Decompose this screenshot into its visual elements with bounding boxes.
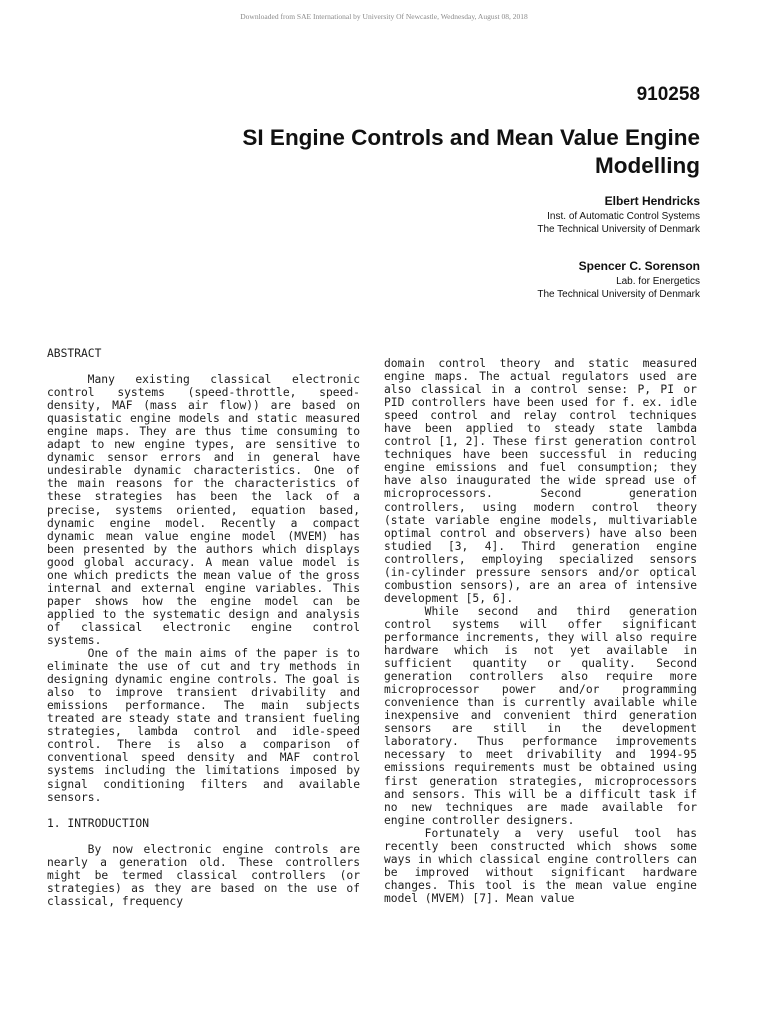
abstract-paragraph-2: One of the main aims of the paper is to eliminate the use of cut and try methods in designing dynamic engine controls. The goal is also to improve transient drivability and emissions performance. The main subjects treated are steady state and transient fueling strategies, lambda control and idle-speed control. There is also a comparison of conventional speed density and MAF control systems including the limitations imposed by signal conditioning filters and available sensors. xyxy=(47,647,360,804)
abstract-paragraph-1: Many existing classical electronic control systems (speed-throttle, speed-density, MAF (mass air flow)) are based on quasistatic engine models and static measured engine maps. They are thus time consuming to adapt to new engine types, are sensitive to dynamic sensor errors and in general have undesirable dynamic characteristics. One of the main reasons for the characteristics of these strategies has been the lack of a precise, systems oriented, equation based, dynamic engine model. Recently a compact dynamic mean value engine model (MVEM) has been presented by the authors which displays good global accuracy. A mean value model is one which predicts the mean value of the gross internal and external engine variables. This paper shows how the engine model can be applied to the systematic design and analysis of classical electronic engine control systems. xyxy=(47,373,360,647)
author-name: Spencer C. Sorenson xyxy=(578,259,700,273)
right-column xyxy=(384,357,697,905)
body-paragraph-2: While second and third generation control systems will offer significant performance increments, they will also require hardware which is not yet available in sufficient quantity or quality. Second generation controllers also require more microprocessor power and/or programming convenience than is currently available while inexpensive and convenient third generation sensors are still in the development laboratory. Thus performance improvements necessary to meet drivability and 1994-95 emissions requirements must be obtained using first generation strategies, microprocessors and sensors. This will be a difficult task if no new techniques are made available for engine controller designers. xyxy=(384,604,697,827)
body-paragraph-3: Fortunately a very useful tool has recently been constructed which shows some ways in which classical engine controllers can be improved without significant hardware changes. This tool is the mean value engine model (MVEM) [7]. Mean value xyxy=(384,826,697,905)
download-banner: Downloaded from SAE International by University Of Newcastle, Wednesday, August 08, 2018 xyxy=(240,12,528,21)
author-affiliation: Inst. of Automatic Control Systems xyxy=(547,211,700,222)
title-line-1: SI Engine Controls and Mean Value Engine xyxy=(242,125,700,150)
title-line-2: Modelling xyxy=(595,153,700,178)
author-affiliation: Lab. for Energetics xyxy=(616,276,700,287)
introduction-paragraph-1: By now electronic engine controls are nearly a generation old. These controllers might be termed classical controllers (or strategies) as they are based on the use of classical, frequency xyxy=(47,842,360,908)
paper-title xyxy=(140,124,700,180)
author-institution: The Technical University of Denmark xyxy=(537,223,700,235)
author-block-1 xyxy=(300,194,700,236)
abstract-heading: ABSTRACT xyxy=(47,347,102,360)
introduction-heading: 1. INTRODUCTION xyxy=(47,816,150,830)
author-name: Elbert Hendricks xyxy=(604,194,700,208)
left-column xyxy=(47,347,360,908)
author-institution: The Technical University of Denmark xyxy=(537,288,700,300)
body-paragraph-1: domain control theory and static measured engine maps. The actual regulators used are also classical in a control sense: P, PI or PID controllers have been used for f. ex. idle speed control and relay control techniques have been applied to steady state lambda control [1, 2]. These first generation control techniques have been successful in reducing engine emissions and fuel consumption; they have also inaugurated the wide spread use of microprocessors. Second generation controllers, using modern control theory (state variable engine models, multivariable optimal control and observers) have also been studied [3, 4]. Third generation engine controllers, employing specialized sensors (in-cylinder pressure sensors and/or optical combustion sensors), are an area of intensive development [5, 6]. xyxy=(384,357,697,605)
author-block-2 xyxy=(300,259,700,301)
paper-number: 910258 xyxy=(636,84,700,105)
